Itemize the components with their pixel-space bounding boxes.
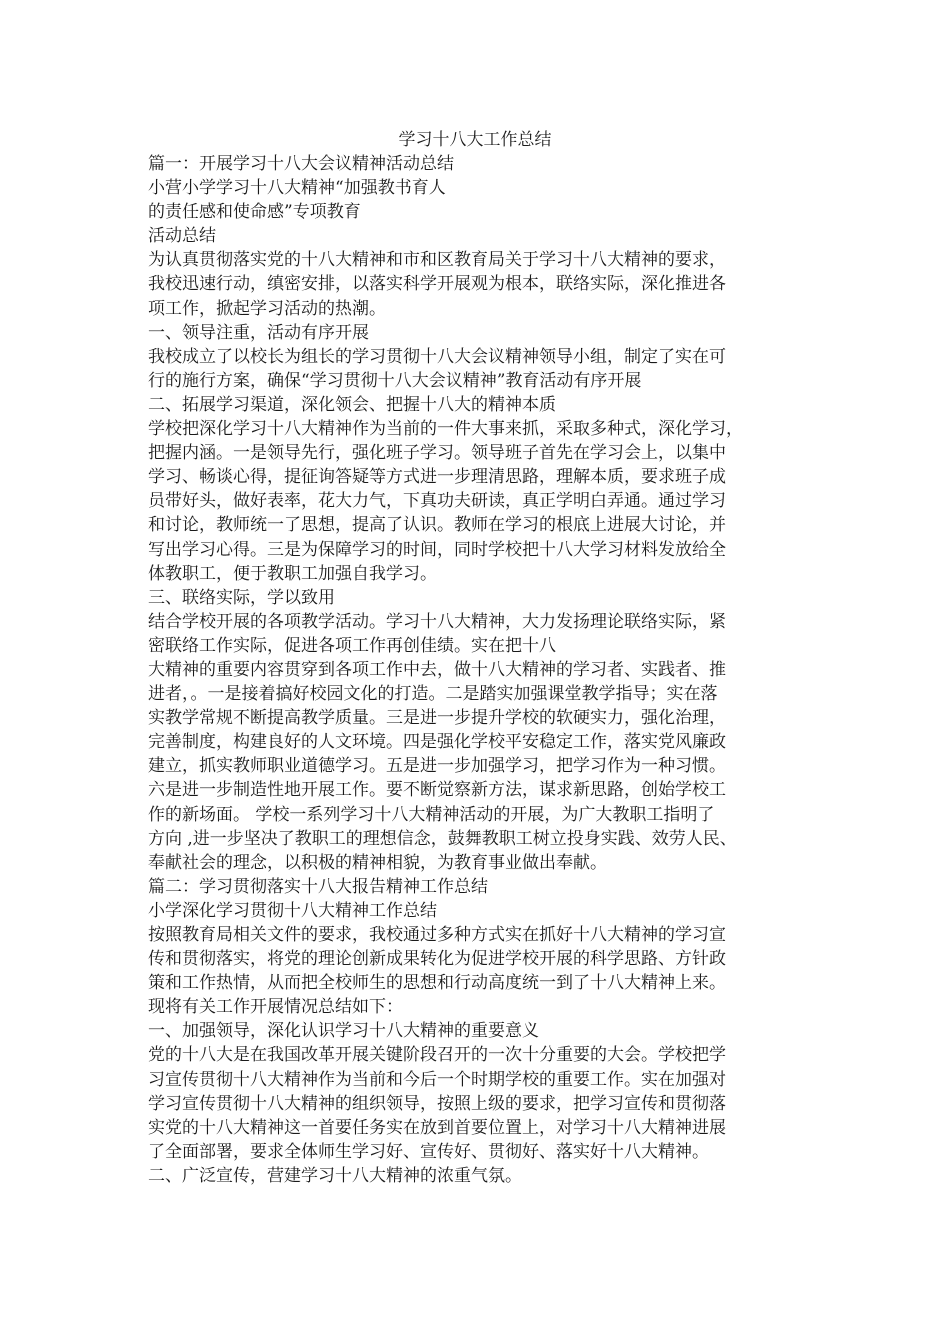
text-line: 方向 ,进一步坚决了教职工的理想信念，鼓舞教职工树立投身实践、效劳人民、 bbox=[148, 828, 737, 849]
text-line: 建立，抓实教师职业道德学习。五是进一步加强学习，把学习作为一种习惯。 bbox=[148, 756, 726, 777]
text-line: 为认真贯彻落实党的十八大精神和市和区教育局关于学习十八大精神的要求， bbox=[148, 250, 726, 271]
text-line: 密联络工作实际，促进各项工作再创佳绩。实在把十八 bbox=[148, 635, 556, 656]
text-line: 大精神的重要内容贯穿到各项工作中去，做十八大精神的学习者、实践者、推 bbox=[148, 659, 726, 680]
text-line: 把握内涵。一是领导先行，强化班子学习。领导班子首先在学习会上，以集中 bbox=[148, 443, 726, 464]
text-line: 学习宣传贯彻十八大精神的组织领导，按照上级的要求，把学习宣传和贯彻落 bbox=[148, 1093, 726, 1114]
text-line: 党的十八大是在我国改革开展关键阶段召开的一次十分重要的大会。学校把学 bbox=[148, 1045, 726, 1066]
text-line: 篇二：学习贯彻落实十八大报告精神工作总结 bbox=[148, 876, 488, 897]
text-line: 小营小学学习十八大精神“加强教书育人 bbox=[148, 178, 446, 199]
text-line: 三、联络实际，学以致用 bbox=[148, 587, 335, 608]
text-line: 作的新场面。 学校一系列学习十八大精神活动的开展，为广大教职工指明了 bbox=[148, 804, 715, 825]
text-line: 一、领导注重，活动有序开展 bbox=[148, 322, 369, 343]
text-line: 活动总结 bbox=[148, 226, 216, 247]
text-line: 项工作，掀起学习活动的热潮。 bbox=[148, 298, 386, 319]
text-line: 和讨论，教师统一了思想，提高了认识。教师在学习的根底上进展大讨论，并 bbox=[148, 515, 726, 536]
text-line: 我校成立了以校长为组长的学习贯彻十八大会议精神领导小组，制定了实在可 bbox=[148, 346, 726, 367]
text-line: 体教职工，便于教职工加强自我学习。 bbox=[148, 563, 437, 584]
text-line: 习宣传贯彻十八大精神作为当前和今后一个时期学校的重要工作。实在加强对 bbox=[148, 1069, 726, 1090]
text-line: 员带好头，做好表率，花大力气，下真功夫研读，真正学明白弄通。通过学习 bbox=[148, 491, 726, 512]
text-line: 进者，。一是接着搞好校园文化的打造。二是踏实加强课堂教学指导；实在落 bbox=[148, 684, 718, 705]
text-line: 小学深化学习贯彻十八大精神工作总结 bbox=[148, 900, 437, 921]
text-line: 一、加强领导，深化认识学习十八大精神的重要意义 bbox=[148, 1021, 539, 1042]
text-line: 学习、畅谈心得，提征询答疑等方式进一步理清思路，理解本质，要求班子成 bbox=[148, 467, 726, 488]
text-line: 实教学常规不断提高教学质量。三是进一步提升学校的软硬实力，强化治理， bbox=[148, 708, 726, 729]
text-line: 策和工作热情，从而把全校师生的思想和行动高度统一到了十八大精神上来。 bbox=[148, 973, 726, 994]
text-line: 二、拓展学习渠道，深化领会、把握十八大的精神本质 bbox=[148, 394, 556, 415]
text-line: 写出学习心得。三是为保障学习的时间，同时学校把十八大学习材料发放给全 bbox=[148, 539, 726, 560]
text-line: 实党的十八大精神这一首要任务实在放到首要位置上，对学习十八大精神进展 bbox=[148, 1117, 726, 1138]
text-line: 完善制度，构建良好的人文环境。四是强化学校平安稳定工作，落实党风廉政 bbox=[148, 732, 726, 753]
text-line: 结合学校开展的各项教学活动。学习十八大精神，大力发扬理论联络实际，紧 bbox=[148, 611, 726, 632]
document-title: 学习十八大工作总结 bbox=[398, 130, 552, 150]
document-body bbox=[148, 152, 808, 1188]
text-line: 奉献社会的理念，以积极的精神相貌，为教育事业做出奉献。 bbox=[148, 852, 607, 873]
text-line: 现将有关工作开展情况总结如下： bbox=[148, 997, 403, 1018]
text-line: 传和贯彻落实，将党的理论创新成果转化为促进学校开展的科学思路、方针政 bbox=[148, 949, 726, 970]
text-line: 六是进一步制造性地开展工作。要不断觉察新方法，谋求新思路，创始学校工 bbox=[148, 780, 726, 801]
text-line: 的责任感和使命感”专项教育 bbox=[148, 202, 361, 223]
text-line: 行的施行方案，确保“学习贯彻十八大会议精神”教育活动有序开展 bbox=[148, 370, 642, 391]
text-line: 了全面部署，要求全体师生学习好、宣传好、贯彻好、落实好十八大精神。 bbox=[148, 1141, 709, 1162]
text-line: 篇一：开展学习十八大会议精神活动总结 bbox=[148, 154, 454, 174]
text-line: 按照教育局相关文件的要求，我校通过多种方式实在抓好十八大精神的学习宣 bbox=[148, 925, 726, 945]
text-line: 我校迅速行动，缜密安排，以落实科学开展观为根本，联络实际，深化推进各 bbox=[148, 274, 726, 295]
text-line: 二、广泛宣传，营建学习十八大精神的浓重气氛。 bbox=[148, 1165, 522, 1186]
text-line: 学校把深化学习十八大精神作为当前的一件大事来抓，采取多种式，深化学习， bbox=[148, 419, 743, 440]
